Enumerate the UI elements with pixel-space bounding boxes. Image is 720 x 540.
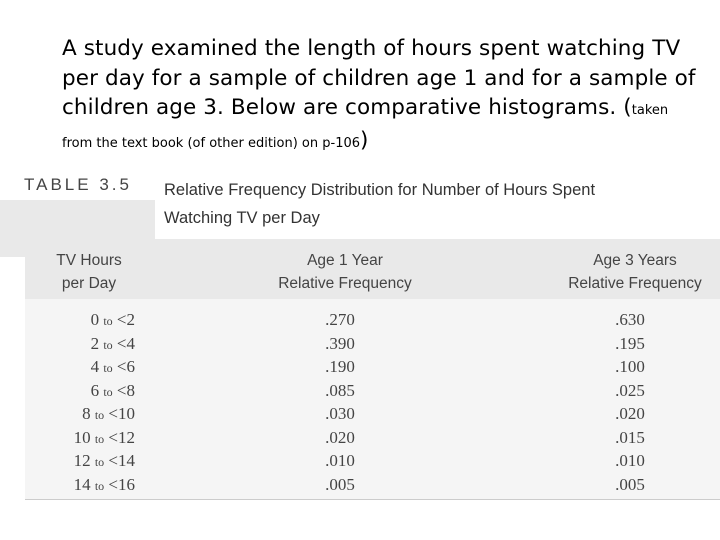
header-line2: per Day [61, 275, 117, 292]
header-line2: Relative Frequency [568, 275, 702, 292]
header-tv-hours [39, 249, 139, 295]
hours-range-cell: 14 to <16 [73, 474, 135, 494]
table-body [25, 308, 720, 496]
table-header-row [25, 239, 720, 299]
age3-frequency-cell: .015 [615, 427, 645, 447]
hours-range-cell: 0 to <2 [90, 310, 135, 329]
frequency-table [25, 239, 720, 499]
age3-frequency-cell: .630 [615, 310, 645, 329]
age3-frequency-cell: .100 [615, 357, 645, 376]
age1-frequency-cell: .270 [325, 310, 355, 329]
header-line1: TV Hours [56, 252, 122, 269]
table-row [25, 449, 720, 473]
age1-frequency-cell: .190 [325, 357, 355, 376]
age3-frequency-cell: .005 [615, 474, 645, 494]
table-row [25, 308, 720, 332]
age1-frequency-cell: .390 [325, 333, 355, 353]
age1-frequency-cell: .005 [325, 474, 355, 494]
table-title-line2: Watching TV per Day [164, 209, 320, 227]
header-line1: Age 3 Years [593, 252, 677, 269]
header-age3 [545, 249, 720, 295]
table-label: TABLE 3.5 [24, 175, 132, 194]
table-row [25, 332, 720, 356]
age1-frequency-cell: .020 [325, 427, 355, 447]
header-line2: Relative Frequency [278, 275, 412, 292]
intro-main-text: A study examined the length of hours spent watching TV per day for a sample of children age 1 and for a sample of children age 3. Below are comparative histograms. [62, 36, 696, 120]
header-age1 [255, 249, 435, 295]
intro-paragraph [62, 34, 702, 158]
age3-frequency-cell: .195 [615, 333, 645, 353]
table-row [25, 379, 720, 403]
age3-frequency-cell: .020 [615, 404, 645, 423]
table-title-line1: Relative Frequency Distribution for Number of Hours Spent [164, 181, 596, 199]
table-row [25, 402, 720, 426]
table-bottom-rule [25, 499, 720, 500]
age1-frequency-cell: .010 [325, 451, 355, 470]
intro-paren-open: ( [623, 95, 632, 120]
hours-range-cell: 4 to <6 [90, 357, 135, 376]
table-row [25, 473, 720, 497]
age1-frequency-cell: .030 [325, 404, 355, 423]
hours-range-cell: 10 to <12 [73, 427, 135, 447]
hours-range-cell: 2 to <4 [90, 333, 135, 353]
table-row [25, 426, 720, 450]
age3-frequency-cell: .025 [615, 380, 645, 400]
hours-range-cell: 12 to <14 [73, 451, 135, 470]
hours-range-cell: 8 to <10 [82, 404, 135, 423]
intro-source-note: taken from the text book (of other edition) on p-106 [62, 103, 669, 151]
header-line1: Age 1 Year [307, 252, 383, 269]
table-row [25, 355, 720, 379]
hours-range-cell: 6 to <8 [90, 380, 135, 400]
intro-paren-close: ) [360, 127, 369, 153]
age1-frequency-cell: .085 [325, 380, 355, 400]
table-title [164, 176, 595, 232]
age3-frequency-cell: .010 [615, 451, 645, 470]
